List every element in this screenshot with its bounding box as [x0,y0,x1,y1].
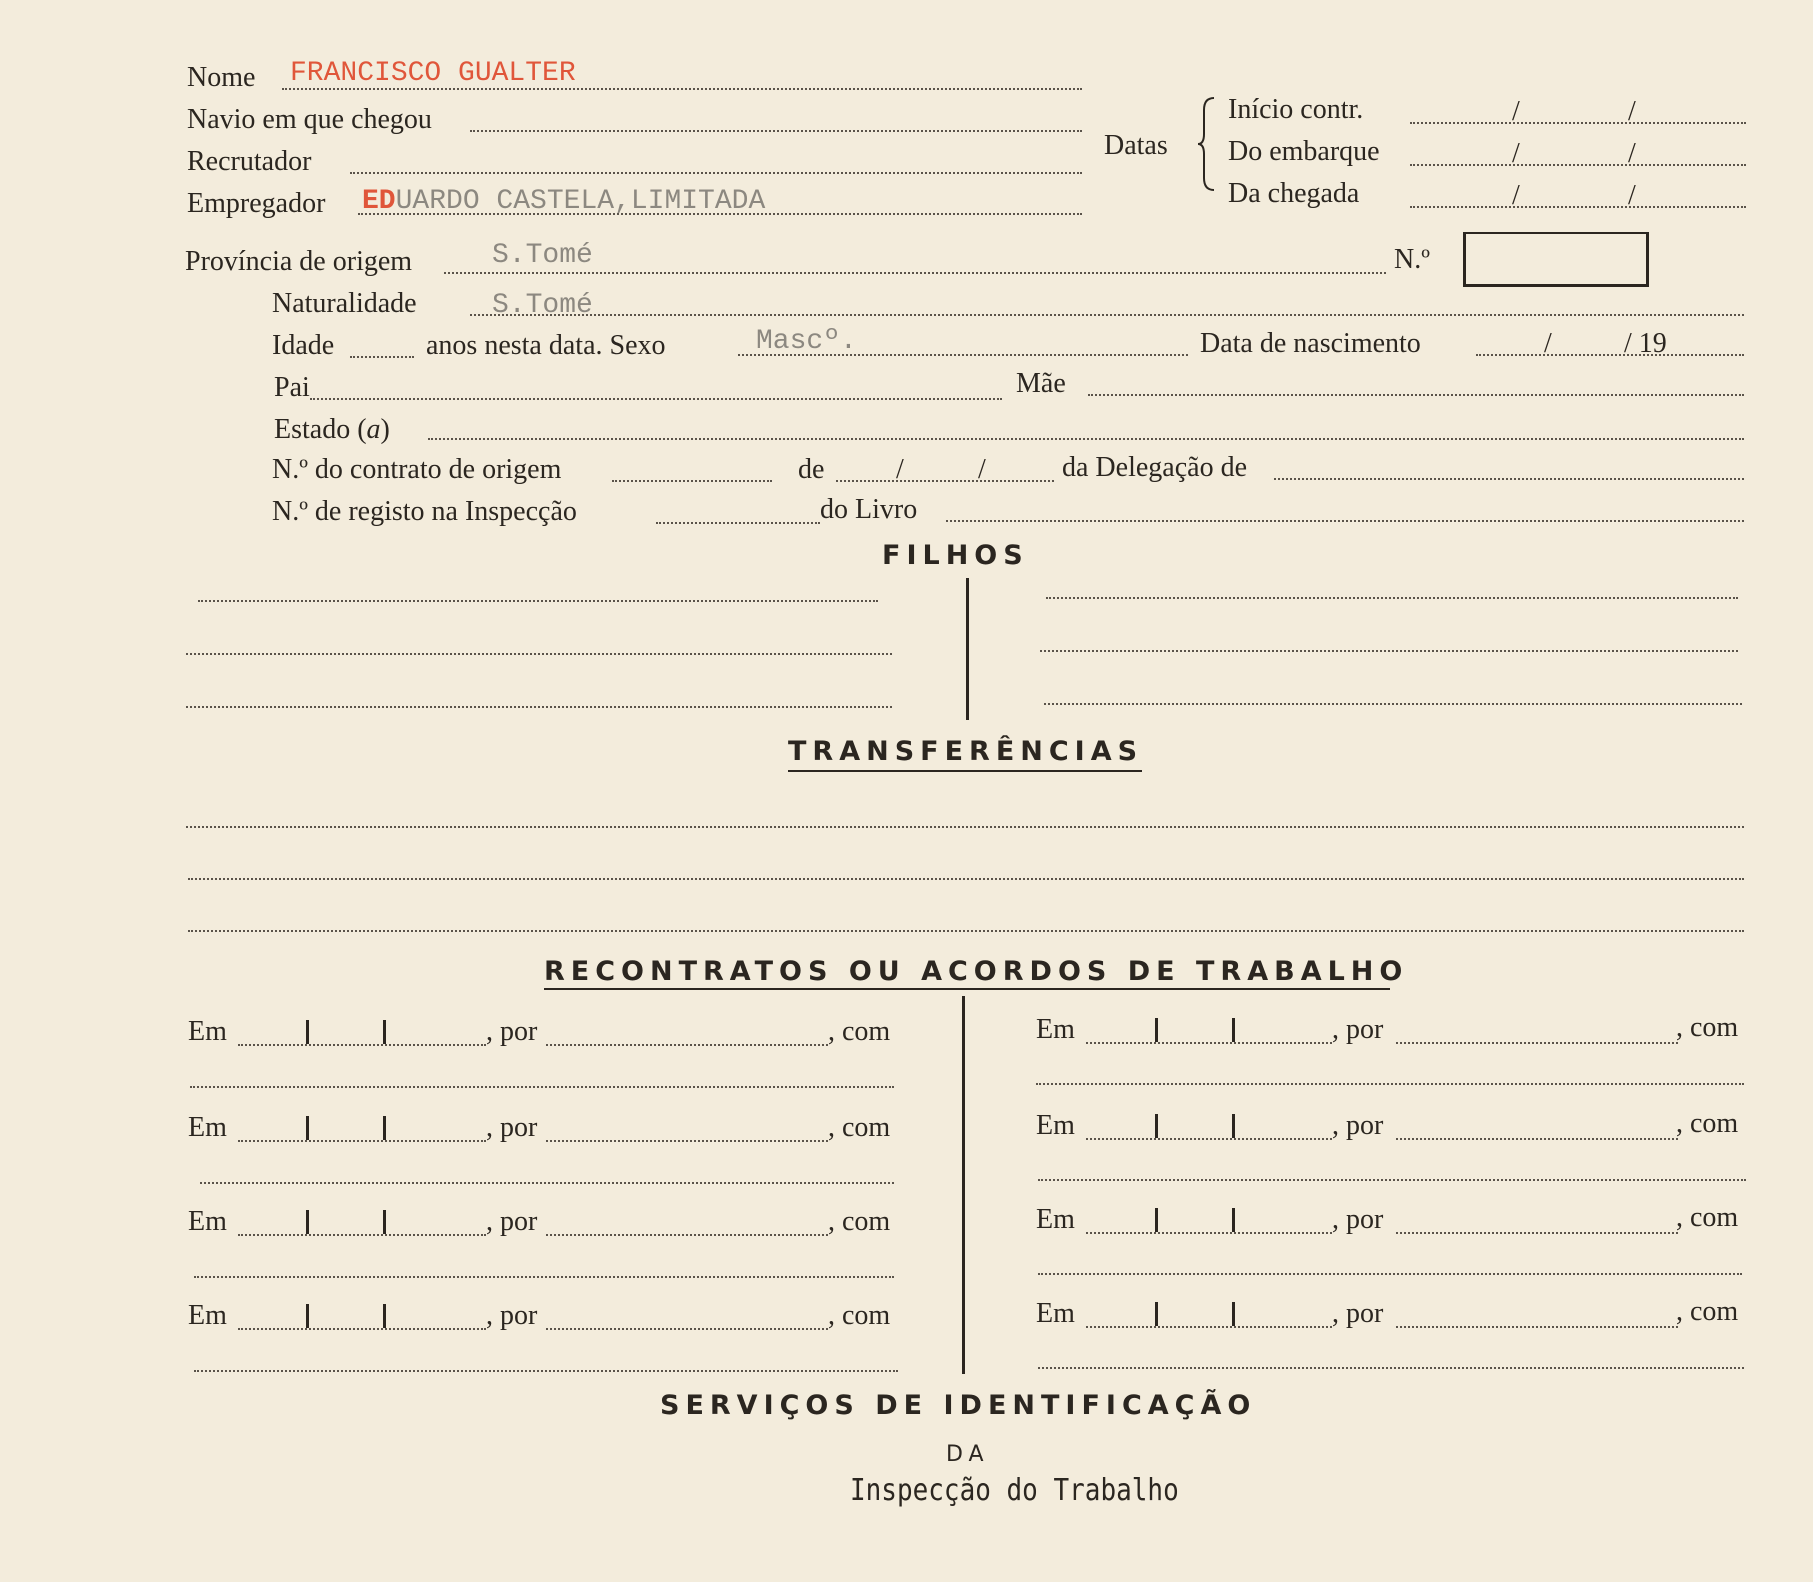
nome-value-stamp: FRANCISCO GUALTER [290,58,576,89]
recontrato-por-label: , por [486,1016,538,1047]
registo-label: N.º de registo na Inspecção [272,496,577,527]
provincia-field-line[interactable] [444,272,1386,274]
livro-field-line[interactable] [946,520,1744,522]
recontrato-date-line[interactable] [1086,1326,1332,1328]
date-separator [383,1116,386,1140]
recontrato-date-line[interactable] [238,1328,486,1330]
de-label: de [798,454,825,485]
registo-field-line[interactable] [656,522,820,524]
estado-a-note: a [366,414,381,445]
transferencias-heading: TRANSFERÊNCIAS [788,736,1144,767]
estado-label [274,414,390,446]
date-separator [1155,1208,1158,1232]
anos-sexo-label: anos nesta data. Sexo [426,330,666,361]
recontrato-com-label: , com [828,1112,891,1143]
recontrato-date-line[interactable] [238,1140,486,1142]
transferencias-line-1[interactable] [186,826,1744,828]
contrato-label: N.º do contrato de origem [272,454,562,485]
footer-da: DA [946,1442,990,1467]
recontratos-divider [962,996,965,1374]
inicio-contr-slash-1: / [1512,96,1520,127]
numero-box[interactable] [1463,232,1649,287]
recontrato-por-label: , por [486,1206,538,1237]
recontrato-por-line[interactable] [1396,1326,1678,1328]
recontrato-com-label: , com [828,1300,891,1331]
mae-label: Mãe [1016,368,1066,399]
inicio-contr-field-line[interactable] [1410,122,1746,124]
recontrato-date-line[interactable] [238,1044,486,1046]
da-chegada-slash-2: / [1628,180,1636,211]
recontrato-por-line[interactable] [1396,1042,1678,1044]
sexo-field-line[interactable] [738,354,1188,356]
recontrato-em-label: Em [1036,1110,1075,1141]
recontrato-com-label: , com [828,1206,891,1237]
recontrato-detail-line[interactable] [190,1086,894,1088]
mae-field-line[interactable] [1088,394,1744,396]
do-embarque-label: Do embarque [1228,136,1380,167]
recontrato-detail-line[interactable] [1038,1367,1744,1369]
da-chegada-field-line[interactable] [1410,206,1746,208]
numero-label: N.º [1394,244,1430,275]
recontrato-em-label: Em [188,1206,227,1237]
livro-label: do Livro [820,494,918,525]
recontratos-heading: RECONTRATOS OU ACORDOS DE TRABALHO [544,956,1409,987]
recontrato-com-label: , com [828,1016,891,1047]
date-separator [306,1210,309,1234]
recontrato-date-line[interactable] [1086,1232,1332,1234]
filhos-right-line-3[interactable] [1044,703,1742,705]
recontrato-com-label: , com [1676,1012,1739,1043]
filhos-heading: FILHOS [882,540,1029,571]
navio-field-line[interactable] [470,130,1082,132]
recontrato-em-label: Em [188,1112,227,1143]
delegacao-field-line[interactable] [1274,478,1744,480]
filhos-right-line-1[interactable] [1046,597,1738,599]
pai-label: Pai [274,372,310,403]
date-separator [306,1020,309,1044]
recontrato-detail-line[interactable] [1036,1083,1744,1085]
recontratos-underline [544,988,1390,990]
idade-field-line[interactable] [350,356,414,358]
provincia-label: Província de origem [185,246,413,277]
recontrato-detail-line[interactable] [200,1182,894,1184]
filhos-divider [966,578,969,720]
date-separator [1155,1302,1158,1326]
empregador-field-line[interactable] [358,213,1082,215]
empregador-value-stamp: ED [362,186,396,217]
recontrato-por-line[interactable] [546,1328,828,1330]
recontrato-em-label: Em [1036,1204,1075,1235]
estado-label-text: Estado ( [274,414,367,445]
recontrato-por-label: , por [1332,1204,1384,1235]
nascimento-slash: / [1544,328,1552,359]
recontrato-em-label: Em [1036,1014,1075,1045]
recontrato-detail-line[interactable] [194,1370,898,1372]
provincia-value: S.Tomé [492,240,593,271]
servicos-heading: SERVIÇOS DE IDENTIFICAÇÃO [660,1390,1257,1421]
recontrato-por-line[interactable] [1396,1232,1678,1234]
transferencias-underline [788,770,1142,772]
footer-inspeccao: Inspecção do Trabalho [850,1473,1179,1509]
recontrato-por-label: , por [486,1112,538,1143]
datas-label: Datas [1104,130,1168,161]
nascimento-year: / 19 [1624,328,1667,359]
sexo-value: Mascº. [756,326,857,357]
empregador-label: Empregador [187,188,326,219]
recontrato-por-label: , por [1332,1014,1384,1045]
date-separator [306,1116,309,1140]
date-separator [1232,1018,1235,1042]
transferencias-line-2[interactable] [188,878,1744,880]
da-chegada-label: Da chegada [1228,178,1360,209]
contrato-field-line[interactable] [612,480,772,482]
idade-label: Idade [272,330,335,361]
estado-field-line[interactable] [428,438,1744,440]
recontrato-por-label: , por [1332,1110,1384,1141]
pai-field-line[interactable] [310,398,1002,400]
empregador-value-typed: UARDO CASTELA,LIMITADA [395,186,766,217]
naturalidade-value: S.Tomé [492,290,593,321]
recontrato-por-line[interactable] [546,1044,828,1046]
filhos-left-line-2[interactable] [186,653,892,655]
contrato-date-field-line[interactable] [836,480,1054,482]
recontrato-por-label: , por [486,1300,538,1331]
da-chegada-slash-1: / [1512,180,1520,211]
date-separator [383,1020,386,1044]
date-separator [383,1210,386,1234]
recontrato-em-label: Em [188,1016,227,1047]
nome-label: Nome [187,62,256,93]
naturalidade-label: Naturalidade [272,288,417,319]
recontrato-date-line[interactable] [238,1234,486,1236]
recontrato-por-line[interactable] [1396,1138,1678,1140]
navio-label: Navio em que chegou [187,104,432,135]
date-separator [306,1304,309,1328]
naturalidade-field-line[interactable] [470,314,1744,316]
inicio-contr-slash-2: / [1628,96,1636,127]
filhos-left-line-1[interactable] [198,600,878,602]
date-separator [1232,1302,1235,1326]
recontrato-detail-line[interactable] [1038,1273,1742,1275]
recontrato-detail-line[interactable] [1038,1179,1746,1181]
date-separator [1232,1208,1235,1232]
transferencias-line-3[interactable] [188,930,1744,932]
delegacao-label: da Delegação de [1062,452,1247,483]
recontrato-com-label: , com [1676,1202,1739,1233]
inicio-contr-label: Início contr. [1228,94,1364,125]
datas-brace-icon [1196,96,1218,192]
do-embarque-field-line[interactable] [1410,164,1746,166]
recontrato-com-label: , com [1676,1296,1739,1327]
recontrato-em-label: Em [188,1300,227,1331]
nome-field-line[interactable] [282,88,1082,90]
recontrato-em-label: Em [1036,1298,1075,1329]
filhos-right-line-2[interactable] [1040,650,1738,652]
nascimento-field-line[interactable] [1476,354,1744,356]
recrutador-field-line[interactable] [350,172,1082,174]
recontrato-com-label: , com [1676,1108,1739,1139]
do-embarque-slash-1: / [1512,138,1520,169]
recontrato-por-label: , por [1332,1298,1384,1329]
do-embarque-slash-2: / [1628,138,1636,169]
date-separator [1232,1114,1235,1138]
contrato-date-slash-2: / [978,454,986,485]
contrato-date-slash-1: / [896,454,904,485]
recontrato-date-line[interactable] [1086,1042,1332,1044]
date-separator [1155,1018,1158,1042]
recontrato-detail-line[interactable] [194,1276,894,1278]
date-separator [383,1304,386,1328]
estado-close-paren: ) [380,414,390,445]
recontrato-por-line[interactable] [546,1140,828,1142]
recrutador-label: Recrutador [187,146,312,177]
date-separator [1155,1114,1158,1138]
nascimento-label: Data de nascimento [1200,328,1421,359]
filhos-left-line-3[interactable] [186,706,892,708]
recontrato-date-line[interactable] [1086,1138,1332,1140]
recontrato-por-line[interactable] [546,1234,828,1236]
